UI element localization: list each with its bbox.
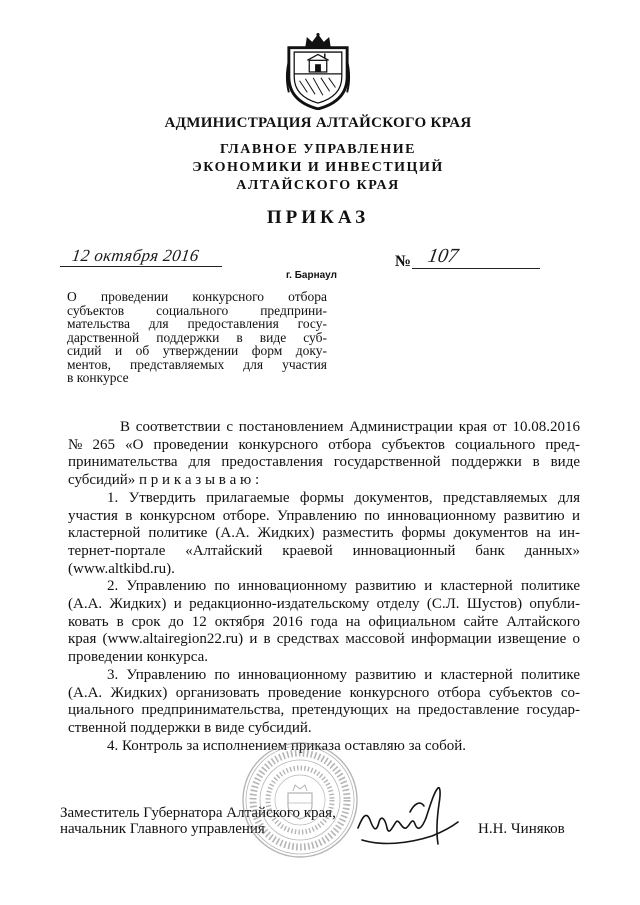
number-sign: №	[395, 253, 412, 270]
paragraph-item-4	[68, 738, 580, 756]
organization-title: АДМИНИСТРАЦИЯ АЛТАЙСКОГО КРАЯ	[164, 115, 472, 131]
document-type-heading: ПРИКАЗ	[266, 207, 370, 228]
paragraph-line: (А.А. Жидких) и редакционно-издательскому отделу (С.Л. Шустов) опубли-	[68, 596, 580, 613]
subject-line: в конкурсе	[67, 370, 129, 385]
paragraph-preamble	[68, 419, 580, 490]
subject-line: ментов, представляемых для участия	[67, 356, 327, 372]
paragraph-line: В соответствии с постановлением Администрации края от 10.08.2016	[120, 419, 580, 435]
signatory-position-line: начальник Главного управления	[60, 821, 265, 837]
handwritten-order-number: 107	[426, 245, 460, 267]
paragraph-line: 1. Утвердить прилагаемые формы документов, представляемых для	[107, 489, 580, 506]
paragraph-line: циального предпринимательства, претендующих на предоставление государ-	[68, 702, 580, 719]
handwritten-signature-icon	[352, 782, 464, 856]
subject-line: О проведении конкурсного отбора	[67, 289, 327, 304]
paragraph-line: края (www.altairegion22.ru) и в средствах массовой информации извещение о	[68, 631, 580, 648]
paragraph-line: ственной поддержки в виде субсидий.	[68, 719, 312, 736]
subject-line: мательства для предоставления госу-	[67, 316, 327, 331]
paragraph-line: кластерной политике (А.А. Жидких) разместить формы документов на ин-	[68, 525, 580, 542]
handwritten-date: 12 октября 2016	[70, 246, 201, 265]
paragraph-line: 4. Контроль за исполнением приказа оставляю за собой.	[107, 737, 467, 754]
department-title-line: ЭКОНОМИКИ И ИНВЕСТИЦИЙ	[192, 160, 444, 175]
paragraph-line: (А.А. Жидких) организовать проведение конкурсного отбора субъектов со-	[68, 684, 580, 701]
paragraph-line: проведении конкурса.	[68, 649, 208, 666]
paragraph-line: 2. Управлению по инновационному развитию и кластерной политике	[107, 578, 580, 595]
subject-line: дарственной поддержки в виде суб-	[67, 329, 327, 345]
subject-block	[67, 290, 327, 385]
paragraph-line: субсидий» п р и к а з ы в а ю :	[68, 472, 260, 489]
paragraph-item-1	[68, 490, 580, 579]
paragraph-line: тернет-портале «Алтайский краевой инновационный банк данных»	[68, 542, 580, 559]
department-title	[0, 141, 636, 195]
signatory-position-line: Заместитель Губернатора Алтайского края,	[60, 805, 336, 821]
coat-of-arms-icon	[284, 32, 352, 110]
paragraph-item-3	[68, 667, 580, 738]
paragraph-line: 3. Управлению по инновационному развитию и кластерной политике	[107, 666, 580, 683]
department-title-line: ГЛАВНОЕ УПРАВЛЕНИЕ	[219, 142, 417, 157]
department-title-line: АЛТАЙСКОГО КРАЯ	[236, 178, 400, 193]
city-label: г. Барнаул	[286, 270, 337, 281]
subject-line: субъектов социального предприни-	[67, 302, 327, 318]
order-body	[68, 419, 580, 755]
date-underline	[60, 266, 222, 267]
paragraph-line: № 265 «О проведении конкурсного отбора субъектов социального пред-	[68, 436, 580, 453]
subject-line: сидий и об утверждении форм доку-	[67, 343, 327, 358]
paragraph-line: ковать в срок до 12 октября 2016 года на официальном сайте Алтайского	[68, 613, 580, 630]
paragraph-item-2	[68, 578, 580, 667]
number-underline	[412, 268, 540, 269]
signatory-name: Н.Н. Чиняков	[478, 821, 565, 837]
paragraph-line: участия в конкурсном отборе. Управлению по инновационному развитию и	[68, 507, 580, 524]
paragraph-line: (www.altkibd.ru).	[68, 560, 175, 577]
paragraph-line: принимательства для предоставления государственной поддержки в виде	[68, 454, 580, 471]
signatory-position	[60, 805, 336, 837]
